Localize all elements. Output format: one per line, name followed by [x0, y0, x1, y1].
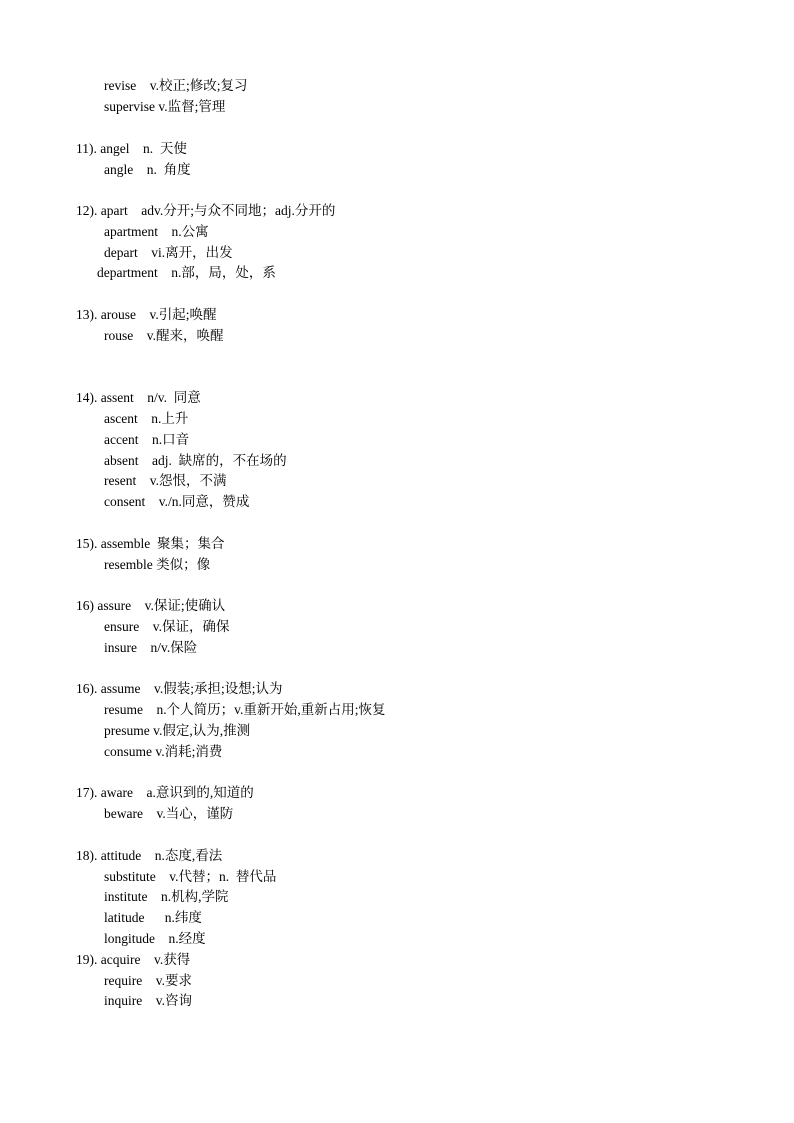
text-line: longitude n.经度 — [104, 931, 206, 946]
text-line: resemble 类似；像 — [104, 557, 211, 572]
text-line: require v.要求 — [104, 973, 192, 988]
text-line: latitude n.纬度 — [104, 910, 202, 925]
text-line: insure n/v.保险 — [104, 640, 198, 655]
text-line: institute n.机构,学院 — [104, 889, 229, 904]
text-line: accent n.口音 — [104, 432, 190, 447]
entry-heading-12: 12). apart adv.分开;与众不同地；adj.分开的 — [76, 203, 336, 218]
text-line: substitute v.代替；n. 替代品 — [104, 869, 277, 884]
text-line: rouse v.醒来，唤醒 — [104, 328, 224, 343]
text-line: beware v.当心，谨防 — [104, 806, 234, 821]
text-line: consent v./n.同意，赞成 — [104, 494, 250, 509]
text-line: depart vi.离开，出发 — [104, 245, 233, 260]
entry-heading-18: 18). attitude n.态度,看法 — [76, 848, 223, 863]
text-line: department n.部，局，处，系 — [97, 265, 276, 280]
text-line: ascent n.上升 — [104, 411, 189, 426]
text-line: revise v.校正;修改;复习 — [104, 78, 248, 93]
text-line: ensure v.保证，确保 — [104, 619, 230, 634]
text-line: absent adj. 缺席的，不在场的 — [104, 453, 287, 468]
entry-heading-17: 17). aware a.意识到的,知道的 — [76, 785, 254, 800]
entry-heading-13: 13). arouse v.引起;唤醒 — [76, 307, 217, 322]
text-line: presume v.假定,认为,推测 — [104, 723, 251, 738]
entry-heading-16a: 16) assure v.保证;使确认 — [76, 598, 226, 613]
entry-heading-16b: 16). assume v.假装;承担;设想;认为 — [76, 681, 283, 696]
text-line: consume v.消耗;消费 — [104, 744, 223, 759]
text-line: resume n.个人简历；v.重新开始,重新占用;恢复 — [104, 702, 386, 717]
entry-heading-15: 15). assemble 聚集；集合 — [76, 536, 225, 551]
entry-heading-19: 19). acquire v.获得 — [76, 952, 191, 967]
text-line: angle n. 角度 — [104, 162, 191, 177]
text-line: resent v.怨恨，不满 — [104, 473, 227, 488]
text-line: apartment n.公寓 — [104, 224, 209, 239]
entry-heading-11: 11). angel n. 天使 — [76, 141, 187, 156]
text-line: supervise v.监督;管理 — [104, 99, 226, 114]
text-line: inquire v.咨询 — [104, 993, 192, 1008]
entry-heading-14: 14). assent n/v. 同意 — [76, 390, 201, 405]
